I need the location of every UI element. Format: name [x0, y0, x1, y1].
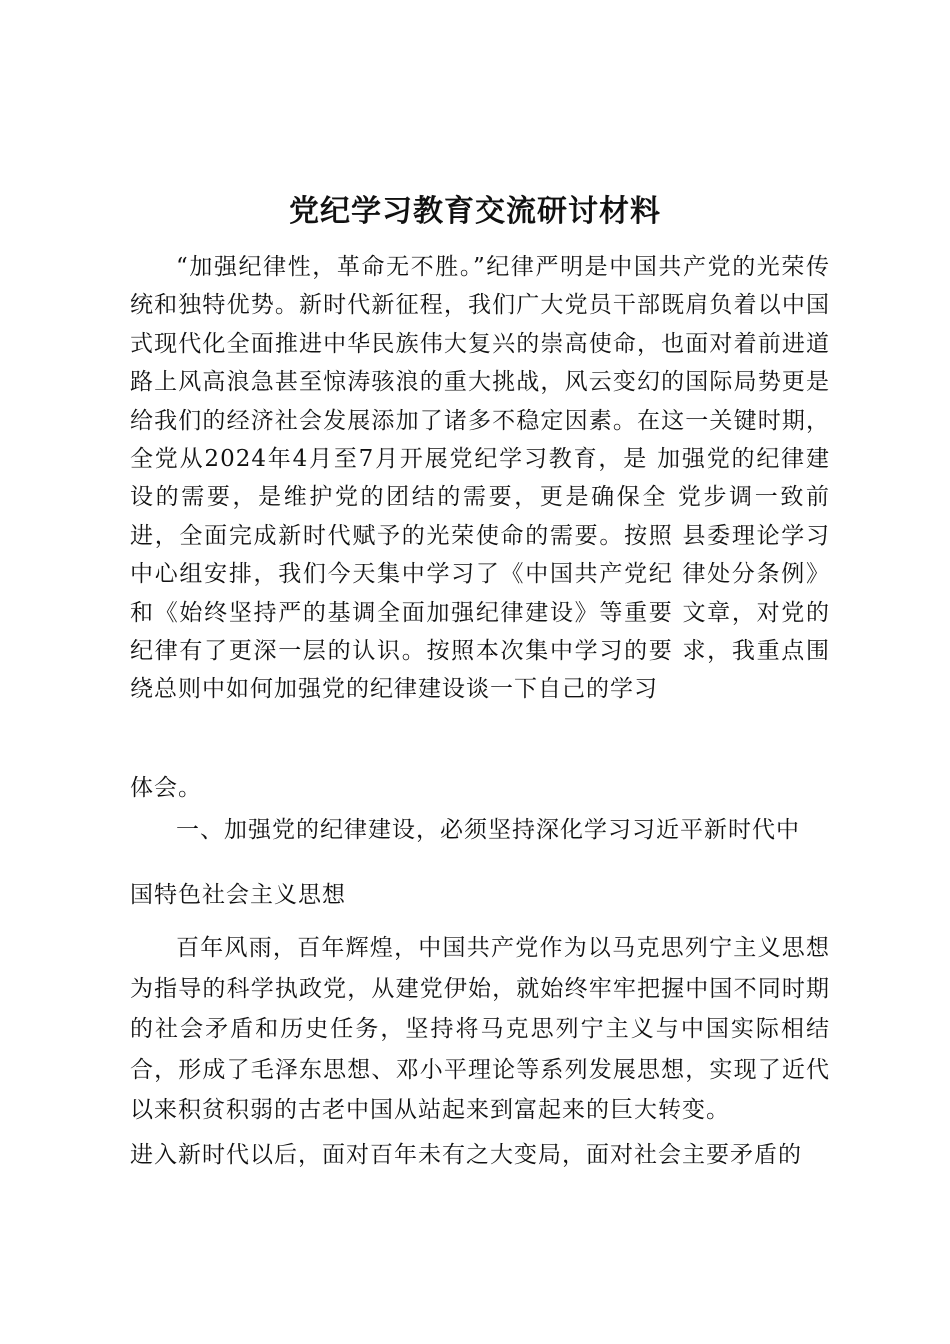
intro-paragraph: “加强纪律性，革命无不胜。”纪律严明是中国共产党的光荣传统和独特优势。新时代新征程，我们广大党员干部既肩负着以中国式现代化全面推进中华民族伟大复兴的崇高使命，也面对着前进道路上风高浪急甚至惊涛骇浪的重大挑战，风云变幻的国际局势更是给我们的经济社会发展添加了诸多不稳定因素。在这一关键时期，全党从2024年4月至7月开展党纪学习教育，是 加强党的纪律建设的需要，是维护党的团结的需要，更是确保全 党步调一致前进，全面完成新时代赋予的光荣使命的需要。按照 县委理论学习中心组安排，我们今天集中学习了《中国共产党纪 律处分条例》和《始终坚持严的基调全面加强纪律建设》等重要 文章，对党的纪律有了更深一层的认识。按照本次集中学习的要 求，我重点围绕总则中如何加强党的纪律建设谈一下自己的学习	[130, 254, 830, 703]
section-1-paragraph-1: 百年风雨，百年辉煌，中国共产党作为以马克思列宁主义思想为指导的科学执政党，从建党伊始，就始终牢牢把握中国不同时期的社会矛盾和历史任务，坚持将马克思列宁主义与中国实际相结合，形成了毛泽东思想、邓小平理论等系列发展思想，实现了近代以来积贫积弱的古老中国从站起来到富起来的巨大转变。	[130, 935, 830, 1123]
document-title: 党纪学习教育交流研讨材料	[289, 194, 661, 229]
section-heading-1-line-2: 国特色社会主义思想	[130, 882, 346, 908]
section-heading-1-line-1: 一、加强党的纪律建设，必须坚持深化学习习近平新时代中	[176, 817, 800, 843]
section-1-paragraph-2: 进入新时代以后，面对百年未有之大变局，面对社会主要矛盾的	[130, 1142, 802, 1168]
intro-paragraph-tail: 体会。	[130, 775, 202, 801]
